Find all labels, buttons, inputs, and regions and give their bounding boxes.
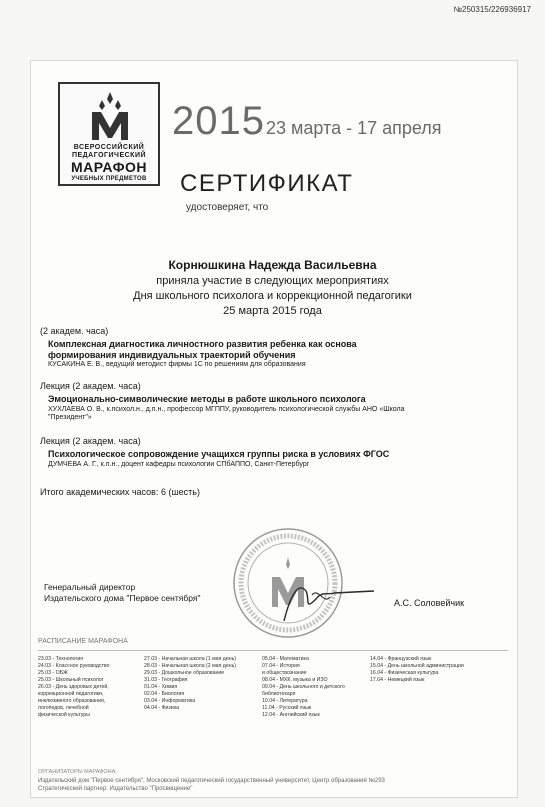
logo-text-line-4: УЧЕБНЫХ ПРЕДМЕТОВ xyxy=(71,176,147,182)
schedule-divider xyxy=(38,650,508,651)
schedule-item: 16.04 - Физическая культура xyxy=(370,670,439,676)
logo-text-line-2: ПЕДАГОГИЧЕСКИЙ xyxy=(71,152,147,159)
event-item xyxy=(40,326,480,370)
event-item xyxy=(40,381,480,423)
schedule-item: 31.03 - География xyxy=(144,677,188,683)
event-title-line: формирования индивидуальных траекторий обучения xyxy=(48,349,296,360)
event-type: Лекция (2 академ. часа) xyxy=(40,381,141,391)
certificate-title: СЕРТИФИКАТ xyxy=(180,170,354,197)
participant-name: Корнюшкина Надежда Васильевна xyxy=(168,258,377,272)
schedule-item: 05.04 - Математика xyxy=(262,656,309,662)
schedule-column xyxy=(262,656,345,719)
event-title-line: Эмоционально-символические методы в работе школьного психолога xyxy=(48,393,366,404)
event-title-line: Психологическое сопровождение учащихся группы риска в условиях ФГОС xyxy=(48,448,390,459)
event-speaker-line: КУСАКИНА Е. В., ведущий методист фирмы 1С по решениям для образования xyxy=(48,361,306,369)
schedule-item: 26.03 - День здоровых детей, xyxy=(38,684,109,690)
total-academic-hours: Итого академических часов: 6 (шесть) xyxy=(40,487,200,497)
schedule-item: 25.03 - Школьный психолог xyxy=(38,677,104,683)
schedule-column xyxy=(38,656,109,719)
schedule-item: 29.03 - Дошкольное образование xyxy=(144,670,225,676)
organizers-line: Стратегический партнер: Издательство "Просвещение" xyxy=(38,786,193,793)
event-type: (2 академ. часа) xyxy=(40,326,109,336)
schedule-item: 12.04 - Английский язык xyxy=(262,712,320,718)
logo-text-line-3: МАРАФОН xyxy=(70,159,148,175)
schedule-item: 23.03 - Технология xyxy=(38,656,84,662)
schedule-item: инклюзивного образования, xyxy=(38,698,106,704)
schedule-column xyxy=(144,656,236,712)
director-title-line-1: Генеральный директор xyxy=(44,582,136,592)
marathon-dates: 23 марта - 17 апреля xyxy=(266,118,442,138)
schedule-item: 28.03 - Начальная школа (2 мая день) xyxy=(144,663,237,669)
intro-line-2: Дня школьного психолога и коррекционной педагогики xyxy=(133,290,412,302)
schedule-title: РАСПИСАНИЕ МАРАФОНА xyxy=(38,638,128,645)
schedule-item: 11.04 - Русский язык xyxy=(262,705,312,711)
schedule-item: логопедов, лечебной xyxy=(38,705,89,711)
schedule-item: библиотекаря xyxy=(262,691,296,697)
event-title-line: Комплексная диагностика личностного развития ребенка как основа xyxy=(48,338,357,349)
schedule-item: 07.04 - История xyxy=(262,663,300,669)
director-title xyxy=(44,582,200,605)
schedule-item: 08.04 - МХК, музыка и ИЗО xyxy=(262,677,328,683)
schedule-item: 10.04 - Литература xyxy=(262,698,308,704)
organizers-title: ОРГАНИЗАТОРЫ МАРАФОНА: xyxy=(38,769,117,775)
schedule-item: 09.04 - День школьного и детского xyxy=(262,684,345,690)
schedule-item: 01.04 - Химия xyxy=(144,684,178,690)
intro-line-3: 25 марта 2015 года xyxy=(223,305,322,317)
event-item xyxy=(40,436,480,469)
schedule-item: коррекционной педагогики, xyxy=(38,691,104,697)
event-speaker-line: ХУХЛАЕВА О. В., к.психол.н., д.п.н., профессор МГППУ, руководитель психологической службы АНО «Школа xyxy=(48,405,405,413)
schedule-item: и обществознание xyxy=(262,670,307,676)
schedule-item: 17.04 - Немецкий язык xyxy=(370,677,425,683)
marathon-logo xyxy=(58,82,160,186)
schedule-item: 14.04 - Французский язык xyxy=(370,656,432,662)
schedule-item: 02.04 - Биология xyxy=(144,691,185,697)
organizers-line: Издательский дом "Первое сентября", Московский педагогический государственный университет, Центр образования №293 xyxy=(38,778,385,784)
event-type: Лекция (2 академ. часа) xyxy=(40,436,141,446)
schedule-item: 03.04 - Информатика xyxy=(144,698,196,704)
event-speaker-line: ДУМЧЕВА А. Г., к.п.н., доцент кафедры психологии СПбАППО, Санкт-Петербург xyxy=(48,460,310,468)
certificate-serial-number: №250315/226936917 xyxy=(453,5,531,14)
schedule-column xyxy=(370,656,464,684)
director-name: А.С. Соловейчик xyxy=(394,598,465,608)
intro-line-1: приняла участие в следующих мероприятиях xyxy=(156,275,389,287)
director-title-line-2: Издательского дома "Первое сентября" xyxy=(44,593,201,604)
schedule-item: 04.04 - Физика xyxy=(144,705,179,711)
event-speaker-line: "Президент"» xyxy=(48,414,92,422)
schedule-item: 27.03 - Начальная школа (1 мая день) xyxy=(144,656,237,662)
official-seal-icon xyxy=(226,525,376,641)
schedule-item: физической культуры xyxy=(38,712,90,718)
marathon-emblem-icon xyxy=(90,90,130,142)
schedule-item: 24.03 - Классное руководство xyxy=(38,663,110,669)
logo-text-line-1: ВСЕРОССИЙСКИЙ xyxy=(73,144,145,151)
marathon-year: 2015 xyxy=(172,99,265,143)
certificate-subtitle: удостоверяет, что xyxy=(186,202,269,213)
schedule-item: 25.03 - ОБЖ xyxy=(38,670,68,676)
schedule-item: 15.04 - День школьной администрации xyxy=(370,663,464,669)
organizers-list xyxy=(38,777,385,794)
